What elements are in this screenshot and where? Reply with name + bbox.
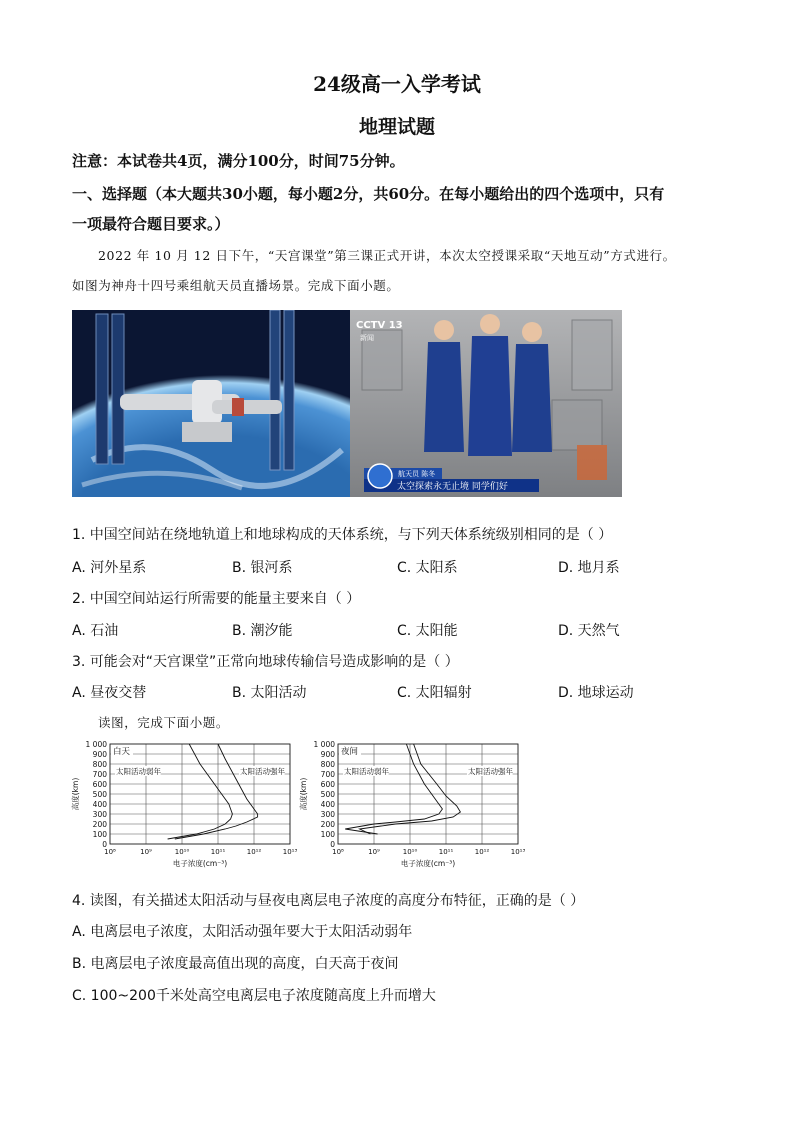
news-badge-icon xyxy=(368,464,392,488)
x-tick-label: 10¹⁰ xyxy=(174,848,190,856)
chart-title: 夜间 xyxy=(341,747,359,757)
y-tick-label: 200 xyxy=(320,820,335,829)
y-tick-label: 600 xyxy=(92,780,107,789)
y-tick-label: 200 xyxy=(92,820,107,829)
channel-sub: 新闻 xyxy=(360,334,374,342)
x-tick-label: 10¹¹ xyxy=(210,848,226,856)
y-tick-label: 700 xyxy=(92,770,107,779)
y-tick-label: 800 xyxy=(92,760,107,769)
x-tick-label: 10¹¹ xyxy=(438,848,454,856)
y-tick-label: 0 xyxy=(330,840,335,849)
question-1-option-a[interactable]: A. 河外星系 xyxy=(72,560,147,576)
section-heading-line1: 一、选择题（本大题共30小题，每小题2分，共60分。在每小题给出的四个选项中，只有 xyxy=(72,185,665,203)
notice: 注意：本试卷共4页，满分100分，时间75分钟。 xyxy=(72,152,405,170)
x-tick-label: 10⁸ xyxy=(104,848,116,856)
y-tick-label: 100 xyxy=(320,830,335,839)
question-2-option-d[interactable]: D. 天然气 xyxy=(558,623,620,639)
exam-title: 24级高一入学考试 xyxy=(313,72,481,96)
question-2-option-c[interactable]: C. 太阳能 xyxy=(397,623,458,639)
caption-text: 太空探索永无止境 同学们好 xyxy=(397,482,508,492)
question-2-option-a[interactable]: A. 石油 xyxy=(72,623,119,639)
y-tick-label: 0 xyxy=(102,840,107,849)
question-2-stem: 2. 中国空间站运行所需要的能量主要来自（ ） xyxy=(72,591,361,607)
question-1-option-b[interactable]: B. 银河系 xyxy=(232,560,293,576)
ionosphere-chart-day xyxy=(68,738,308,878)
y-tick-label: 300 xyxy=(92,810,107,819)
y-tick-label: 700 xyxy=(320,770,335,779)
passage1-line1: 2022 年 10 月 12 日下午，“天宫课堂”第三课正式开讲，本次太空授课采取“天地互动”方式进行。 xyxy=(98,248,676,263)
question-4-stem: 4. 读图，有关描述太阳活动与昼夜电离层电子浓度的高度分布特征，正确的是（ ） xyxy=(72,893,585,909)
exam-subtitle: 地理试题 xyxy=(358,116,435,138)
series-line-weak xyxy=(168,744,233,839)
question-4-option-a[interactable]: A. 电离层电子浓度，太阳活动强年要大于太阳活动弱年 xyxy=(72,924,413,940)
y-tick-label: 900 xyxy=(320,750,335,759)
x-tick-label: 10¹⁰ xyxy=(402,848,418,856)
question-3-option-a[interactable]: A. 昼夜交替 xyxy=(72,685,147,701)
y-tick-label: 600 xyxy=(320,780,335,789)
question-2-option-b[interactable]: B. 潮汐能 xyxy=(232,623,293,639)
series-label: 太阳活动弱年 xyxy=(344,767,389,776)
y-tick-label: 500 xyxy=(92,790,107,799)
x-axis-label: 电子浓度(cm⁻³) xyxy=(172,859,228,868)
y-tick-label: 1 000 xyxy=(313,740,335,749)
x-tick-label: 10⁸ xyxy=(332,848,344,856)
space-station-photo xyxy=(72,310,622,497)
question-1-option-d[interactable]: D. 地月系 xyxy=(558,560,620,576)
y-tick-label: 300 xyxy=(320,810,335,819)
section-heading-line2: 一项最符合题目要求。） xyxy=(72,215,230,233)
question-3-option-c[interactable]: C. 太阳辐射 xyxy=(397,685,472,701)
x-tick-label: 10⁹ xyxy=(140,848,152,856)
caption-name: 航天员 陈冬 xyxy=(398,470,436,478)
x-tick-label: 10¹² xyxy=(474,848,490,856)
question-4-option-c[interactable]: C. 100~200千米处高空电离层电子浓度随高度上升而增大 xyxy=(72,988,436,1004)
y-tick-label: 900 xyxy=(92,750,107,759)
question-3-option-d[interactable]: D. 地球运动 xyxy=(558,685,634,701)
y-axis-label: 高度(km) xyxy=(71,777,80,811)
y-tick-label: 400 xyxy=(92,800,107,809)
chart-title: 白天 xyxy=(113,747,131,757)
series-line-strong xyxy=(175,744,258,839)
x-tick-label: 10¹³ xyxy=(282,848,298,856)
question-4-option-b[interactable]: B. 电离层电子浓度最高值出现的高度，白天高于夜间 xyxy=(72,956,399,972)
y-tick-label: 1 000 xyxy=(85,740,107,749)
photo-illustration xyxy=(72,310,622,497)
ionosphere-chart-night xyxy=(296,738,536,878)
series-label: 太阳活动弱年 xyxy=(116,767,161,776)
y-tick-label: 400 xyxy=(320,800,335,809)
x-tick-label: 10¹³ xyxy=(510,848,526,856)
passage1-line2: 如图为神舟十四号乘组航天员直播场景。完成下面小题。 xyxy=(72,278,400,293)
channel-logo: CCTV 13 xyxy=(356,320,403,331)
question-3-option-b[interactable]: B. 太阳活动 xyxy=(232,685,307,701)
passage2: 读图，完成下面小题。 xyxy=(98,715,230,730)
y-tick-label: 500 xyxy=(320,790,335,799)
y-tick-label: 800 xyxy=(320,760,335,769)
series-label: 太阳活动强年 xyxy=(240,767,285,776)
x-tick-label: 10⁹ xyxy=(368,848,380,856)
series-line-weak xyxy=(345,744,442,834)
y-axis-label: 高度(km) xyxy=(299,777,308,811)
x-tick-label: 10¹² xyxy=(246,848,262,856)
x-axis-label: 电子浓度(cm⁻³) xyxy=(400,859,456,868)
question-1-option-c[interactable]: C. 太阳系 xyxy=(397,560,458,576)
y-tick-label: 100 xyxy=(92,830,107,839)
question-1-stem: 1. 中国空间站在绕地轨道上和地球构成的天体系统，与下列天体系统级别相同的是（ ） xyxy=(72,527,613,543)
series-label: 太阳活动强年 xyxy=(468,767,513,776)
question-3-stem: 3. 可能会对“天宫课堂”正常向地球传输信号造成影响的是（ ） xyxy=(72,654,459,670)
